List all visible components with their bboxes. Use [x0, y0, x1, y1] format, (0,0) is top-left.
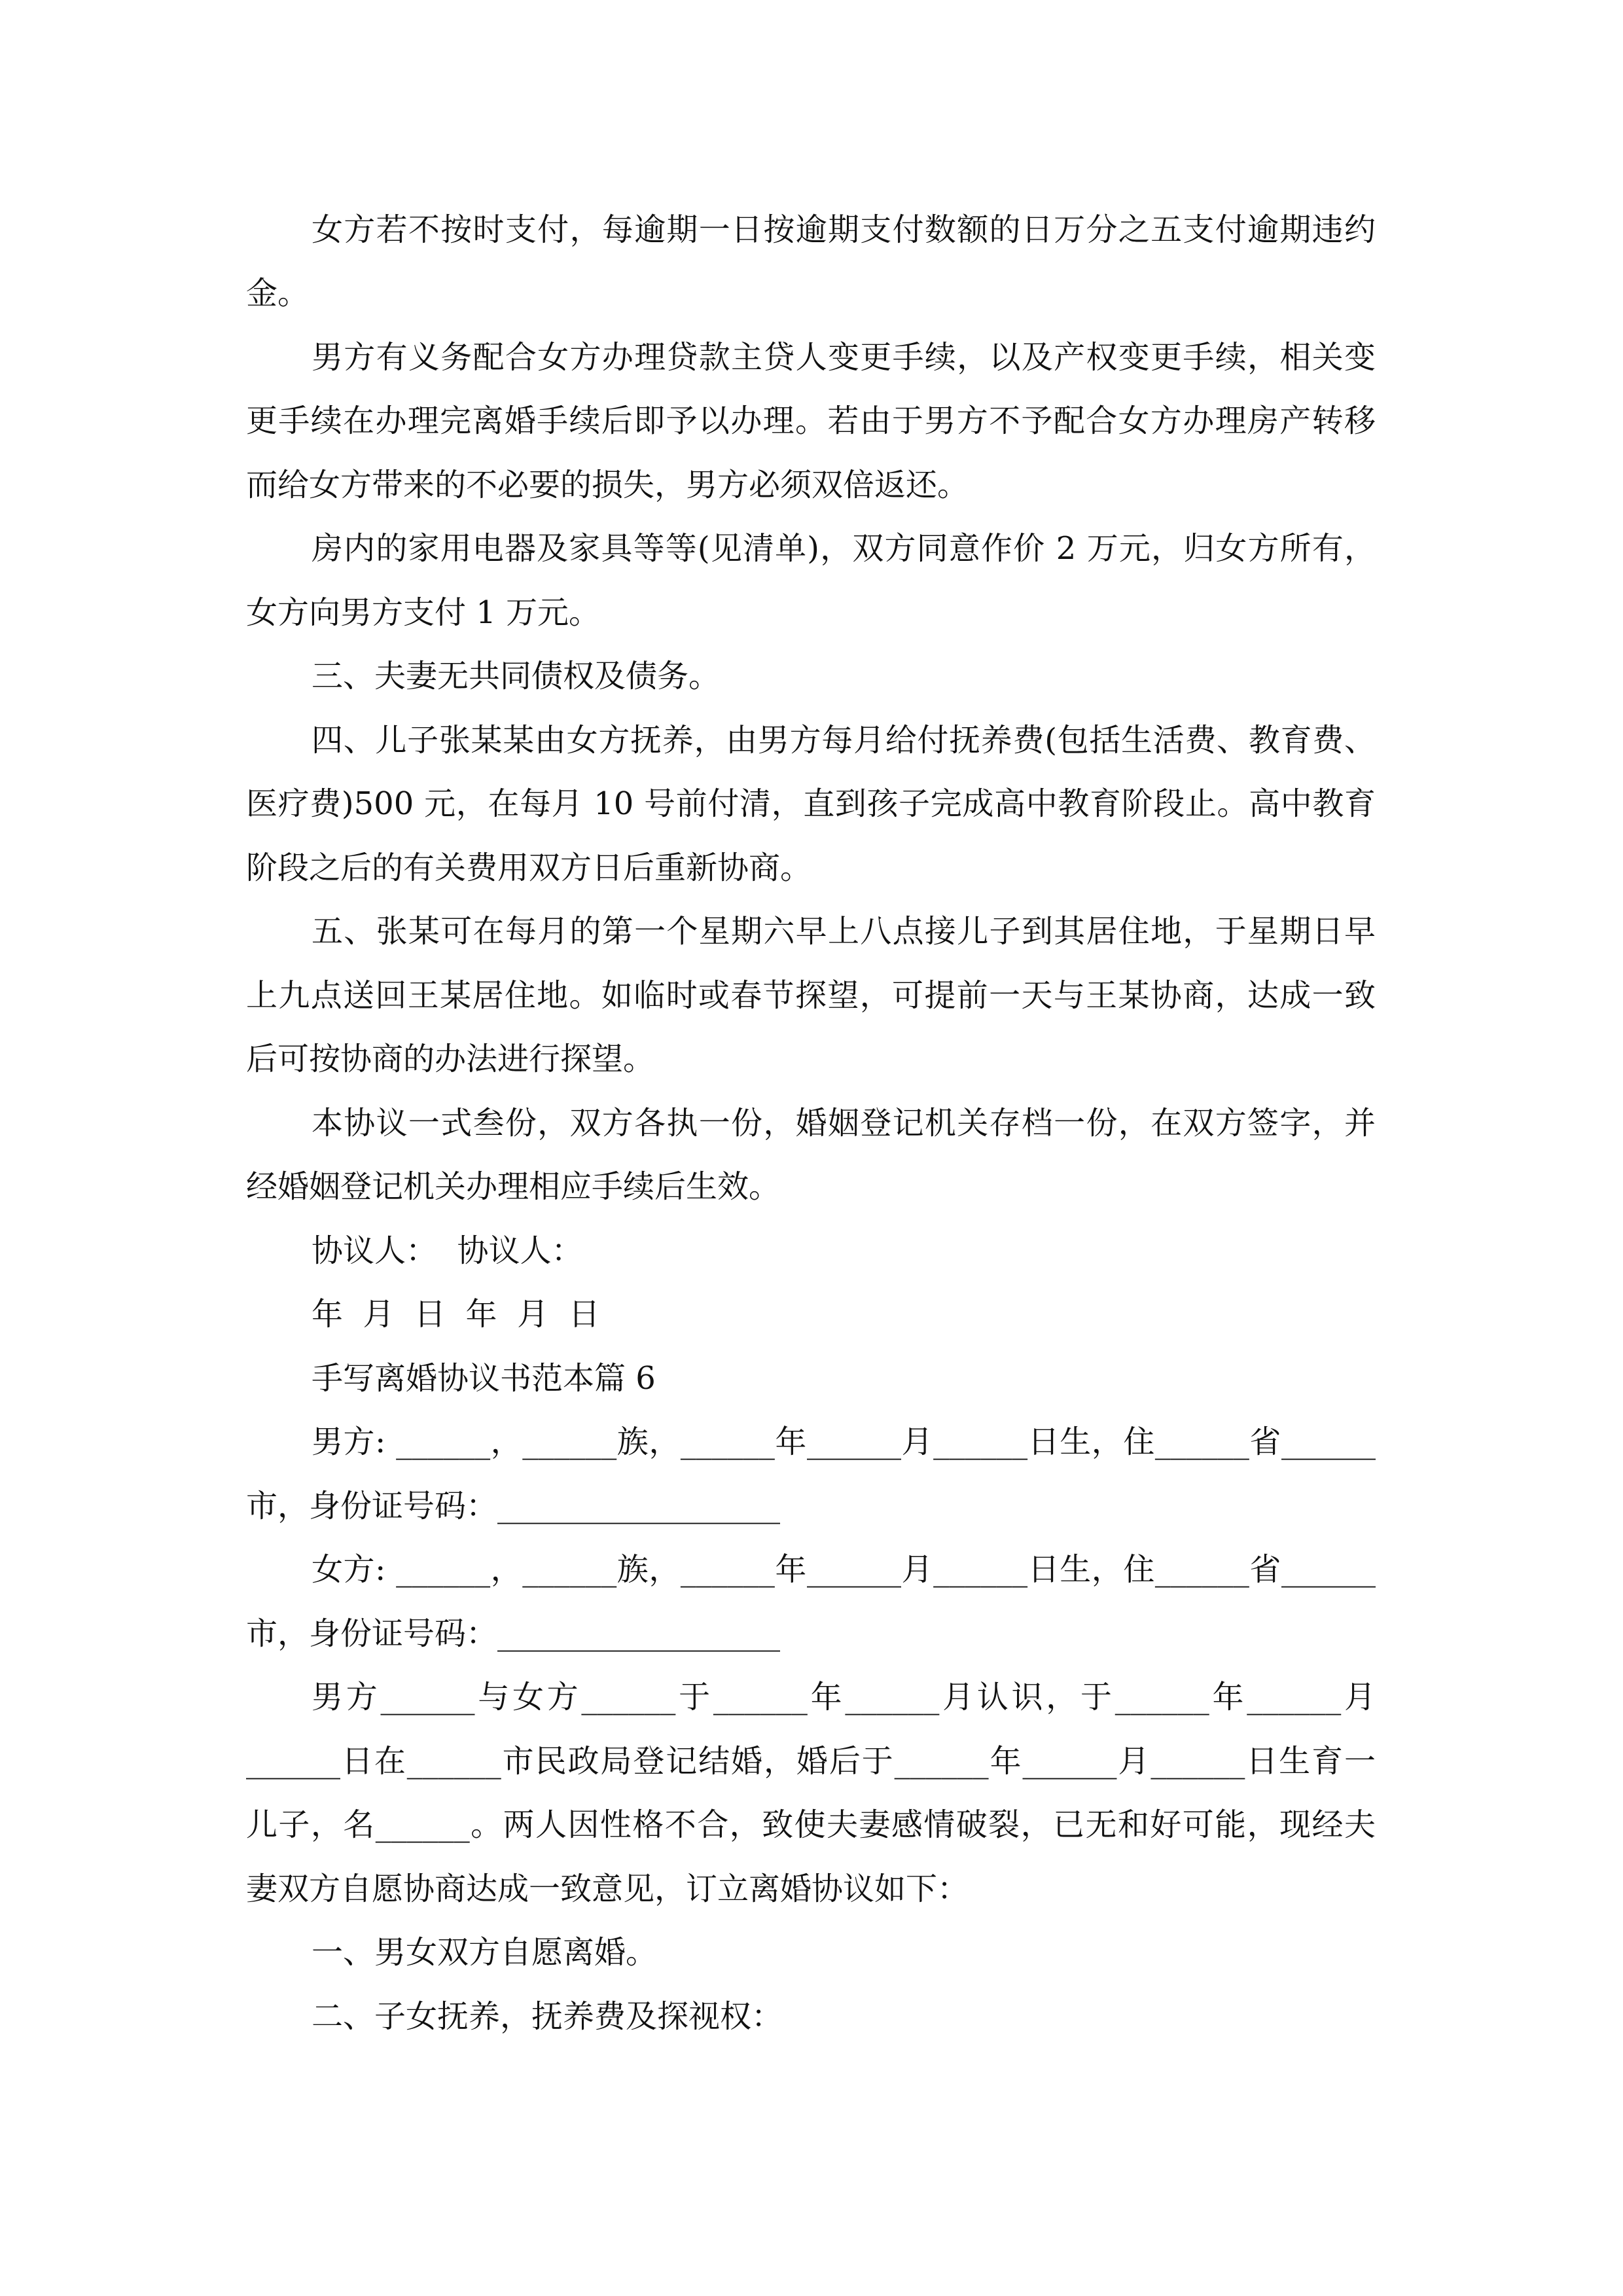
text-line: 而给女方带来的不必要的损失，男方必须双倍返还。: [246, 467, 969, 503]
text-line: 女方: ______，______族，______年______月______日生，住______省______: [312, 1551, 1376, 1588]
section-title: 手写离婚协议书范本篇 6: [312, 1360, 656, 1397]
text-line: 后可按协商的办法进行探望。: [246, 1041, 655, 1077]
text-line: 上九点送回王某居住地。如临时或春节探望，可提前一天与王某协商，达成一致: [246, 977, 1376, 1014]
text-line: 男方有义务配合女方办理贷款主贷人变更手续，以及产权变更手续，相关变: [312, 339, 1376, 376]
signature-line: 协议人： 协议人：: [312, 1232, 583, 1269]
text-line: 医疗费)500 元，在每月 10 号前付清，直到孩子完成高中教育阶段止。高中教育: [246, 785, 1376, 822]
section-heading: 一、男女双方自愿离婚。: [312, 1934, 658, 1971]
text-line: 更手续在办理完离婚手续后即予以办理。若由于男方不予配合女方办理房产转移: [246, 403, 1376, 439]
text-line: 房内的家用电器及家具等等(见清单)，双方同意作价 2 万元，归女方所有，: [312, 530, 1376, 567]
text-line: 四、儿子张某某由女方抚养，由男方每月给付抚养费(包括生活费、教育费、: [312, 722, 1376, 759]
section-heading: 三、夫妻无共同债权及债务。: [312, 658, 721, 694]
text-line: 儿子，名______。两人因性格不合，致使夫妻感情破裂，已无和好可能，现经夫: [246, 1806, 1376, 1843]
text-line: 女方若不按时支付，每逾期一日按逾期支付数额的日万分之五支付逾期违约: [312, 211, 1376, 248]
text-line: ______日在______市民政局登记结婚，婚后于______年______月______日生育一: [246, 1743, 1376, 1780]
text-line: 市，身份证号码：__________________: [246, 1615, 781, 1652]
text-line: 经婚姻登记机关办理相应手续后生效。: [246, 1168, 781, 1205]
text-line: 妻双方自愿协商达成一致意见，订立离婚协议如下：: [246, 1871, 969, 1907]
date-line: 年 月 日 年 月 日: [312, 1296, 600, 1333]
text-line: 男方: ______，______族，______年______月______日生，住______省______: [312, 1424, 1376, 1460]
text-line: 金。: [246, 275, 310, 312]
text-line: 本协议一式叁份，双方各执一份，婚姻登记机关存档一份，在双方签字，并: [312, 1105, 1376, 1141]
text-line: 市，身份证号码：__________________: [246, 1488, 781, 1524]
text-line: 男方______与女方______于______年______月认识，于______年______月: [312, 1679, 1376, 1715]
section-heading: 二、子女抚养，抚养费及探视权：: [312, 1998, 783, 2035]
text-line: 女方向男方支付 1 万元。: [246, 594, 601, 631]
text-line: 五、张某可在每月的第一个星期六早上八点接儿子到其居住地，于星期日早: [312, 913, 1376, 950]
text-line: 阶段之后的有关费用双方日后重新协商。: [246, 850, 812, 886]
